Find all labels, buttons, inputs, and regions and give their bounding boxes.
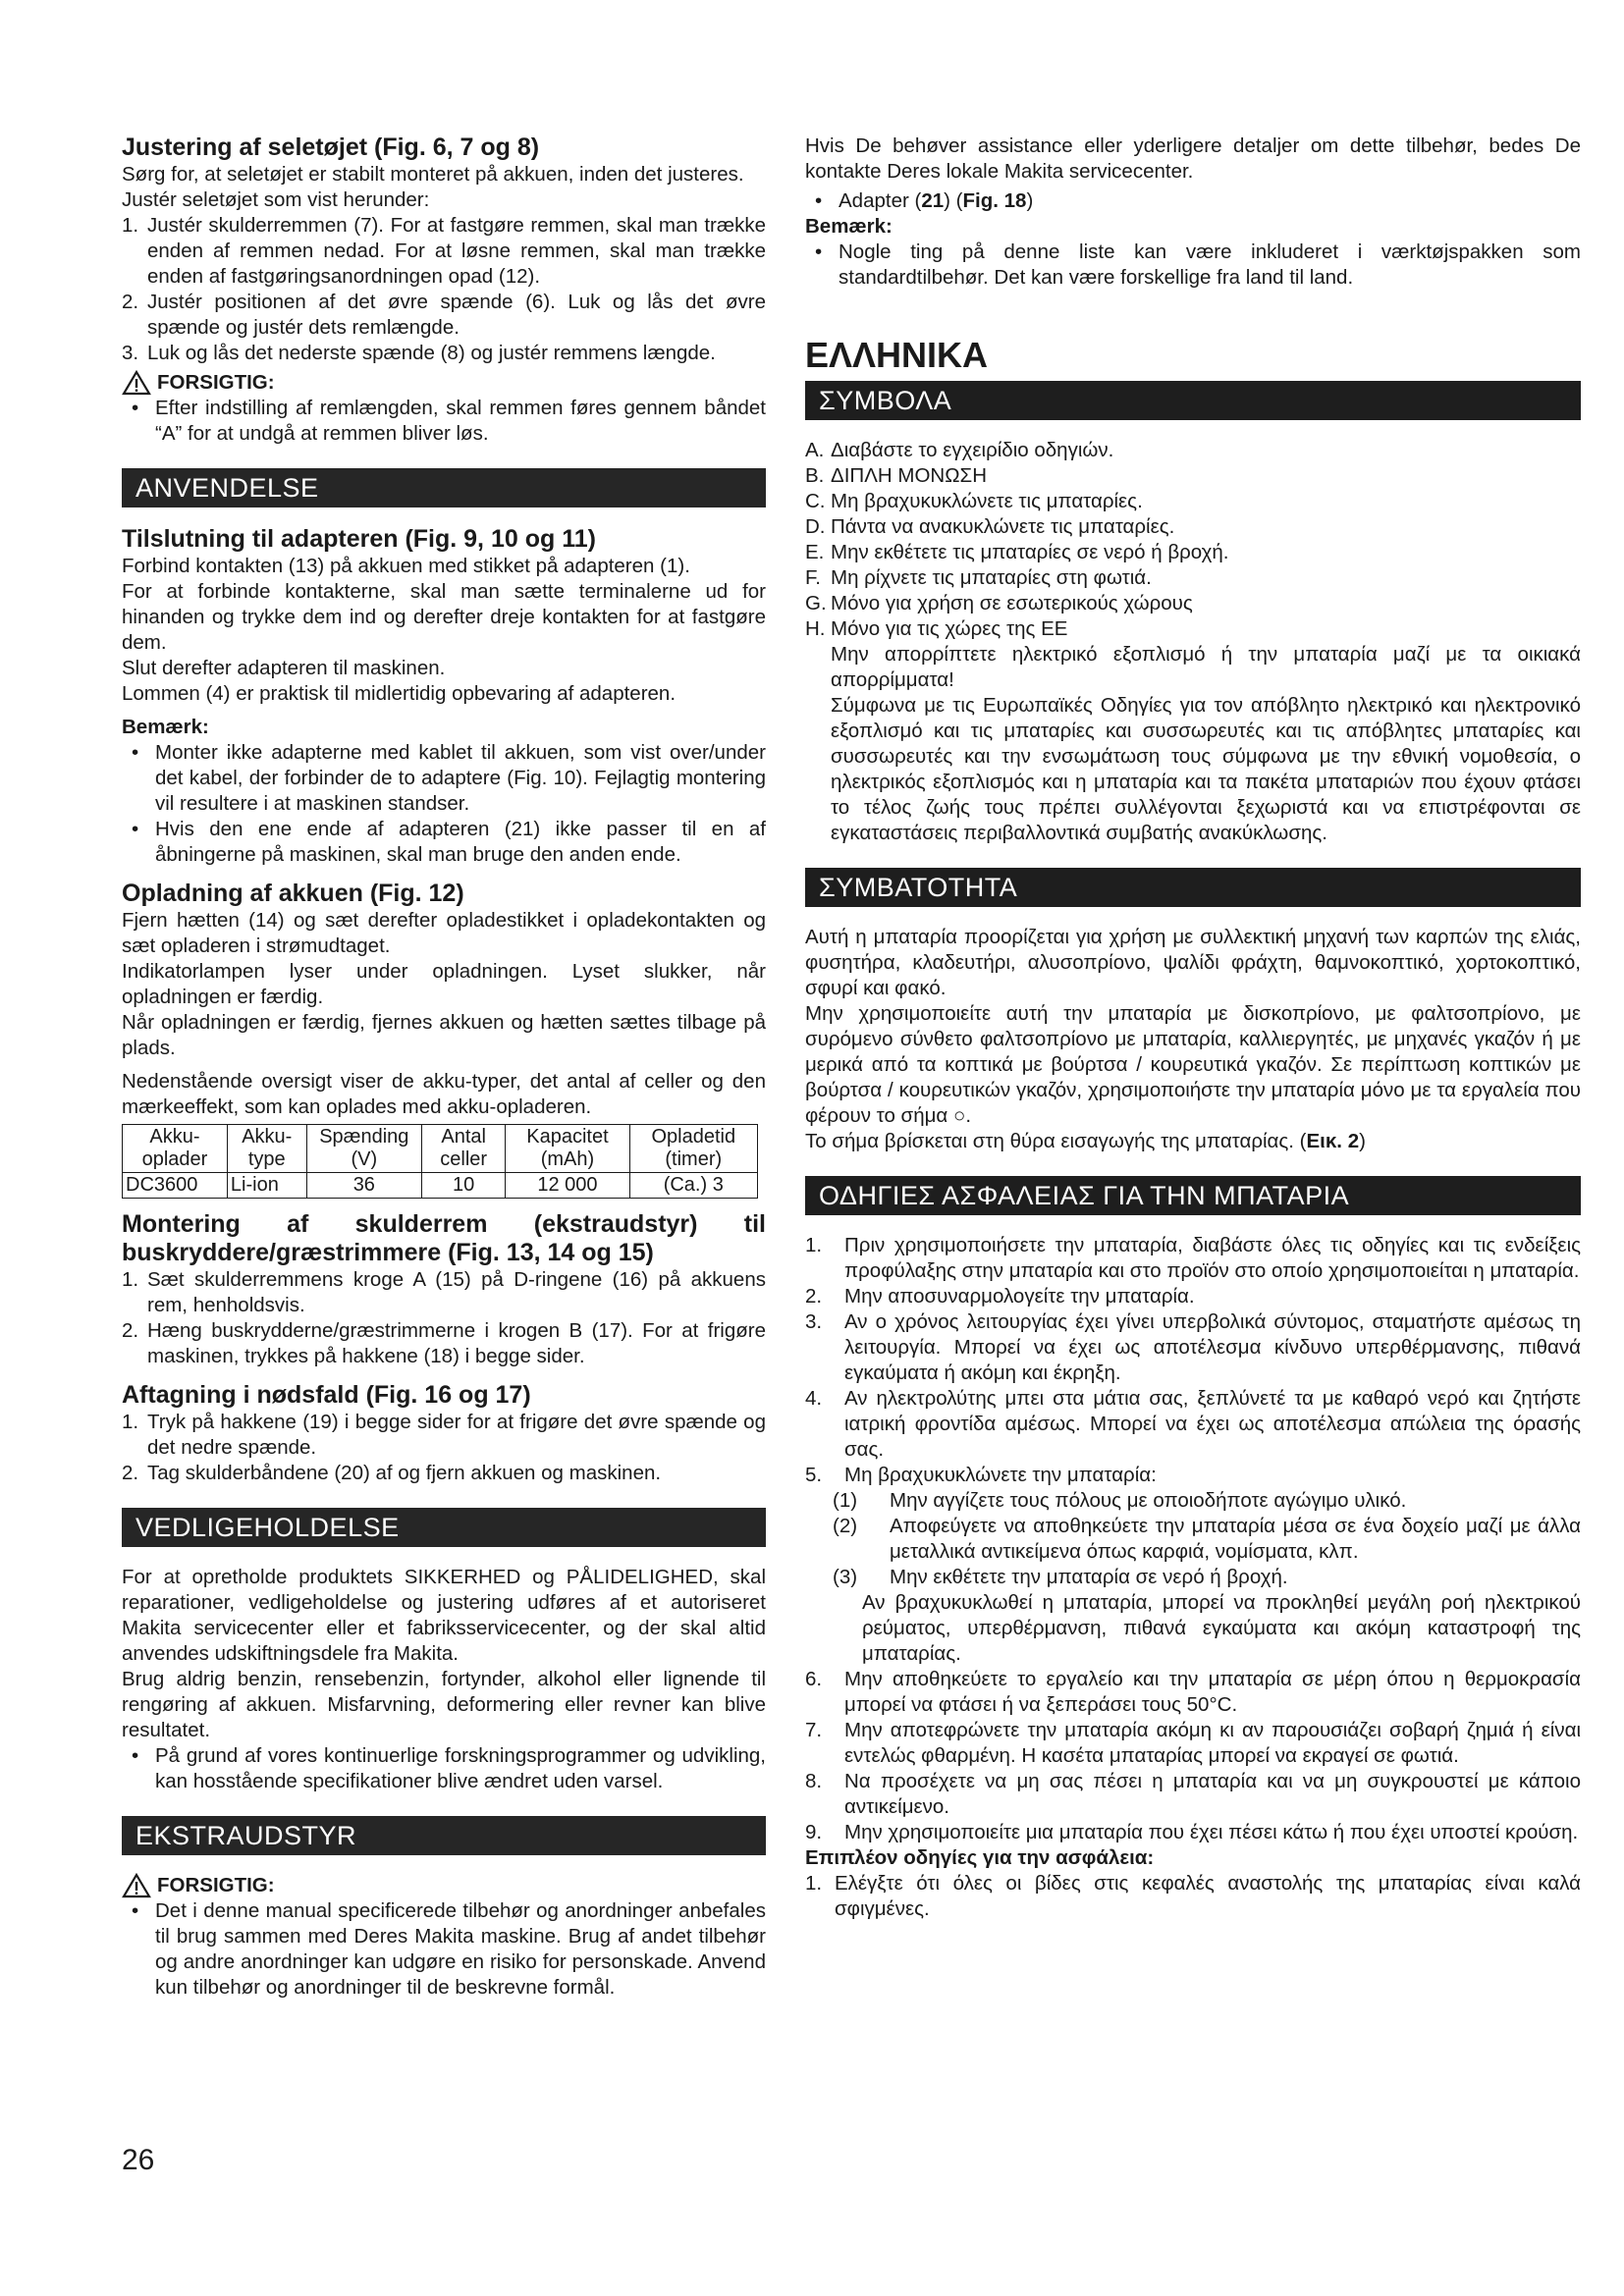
bullet-item: • Hvis den ene ende af adapteren (21) ikke passer til en af åbningerne på maskinen, skal man bruge den anden ende. <box>132 818 766 866</box>
list-item: Σύμφωνα με τις Ευρωπαϊκές Οδηγίες για τον απόβλητο ηλεκτρικό και ηλεκτρονικό εξοπλισμό και τις μπαταρίες και συσσωρευτές και τις απόβλητες μπαταρίες και συσσωρευτές και την ενσωμάτωση τους σύμφωνα με την εθνική νομοθεσία, ο ηλεκτρικός εξοπλισμός και η μπαταρία και τα πακέτα μπαταριών που έχουν φτάσει το τέλος ζωής τους πρέπει συλλέγονται ξεχωριστά και να επιστρέφονται σε εγκαταστάσεις περιβαλλοντικά συμβατής ανακύκλωσης. <box>831 694 1581 844</box>
list-item: D. Πάντα να ανακυκλώνετε τις μπαταρίες. <box>805 515 1175 538</box>
list-item: 9. Μην χρησιμοποιείτε μια μπαταρία που έχει πέσει κάτω ή που έχει υποστεί κρούση. <box>805 1821 1579 1843</box>
bullet-item: • Efter indstilling af remlængden, skal remmen føres gennem båndet “A” for at undgå at remmen bliver løs. <box>132 397 766 445</box>
table-header-row <box>123 1125 758 1173</box>
left-column <box>122 133 766 2001</box>
table-cell: DC3600 <box>123 1173 228 1199</box>
list-item: 6. Μην αποθηκεύετε το εργαλείο και την μπαταρία σε μέρη όπου η θερμοκρασία μπορεί να φτάσει ή να ξεπεράσει τους 50°C. <box>805 1668 1581 1716</box>
paragraph: Forbind kontakten (13) på akkuen med stikket på adapteren (1). <box>122 555 690 577</box>
paragraph: Indikatorlampen lyser under opladningen. Lyset slukker, når opladningen er færdig. <box>122 960 766 1008</box>
paragraph: Μην χρησιμοποιείτε αυτή την μπαταρία με δισκοπρίονο, με φαλτσοπρίονο, με συρόμενο σύνθετο φαλτσοπρίονο με μπαταρία, καλλιεργητές, με μηχανές γκαζόν ή με μερικά από τα κοπτικά με βούρτσα / κουρευτικά γκαζόν. Σε περίπτωση κοπτικών με βούρτσα / κουρευτικών γκαζόν, χρησιμοποιήστε την μπαταρία μόνο με τα εργαλεία που φέρουν το σήμα ○. <box>805 1002 1581 1127</box>
list-item: 3. Αν ο χρόνος λειτουργίας έχει γίνει υπερβολικά σύντομος, σταματήστε αμέσως τη λειτουργία. Μπορεί να έχει ως αποτέλεσμα κίνδυνο υπερθέρμανσης, πιθανά εγκαύματα ή ακόμη και έκρηξη. <box>805 1310 1581 1384</box>
bullet-item: • Adapter (21) (Fig. 18) <box>815 189 1034 212</box>
list-item: 7. Μην αποτεφρώνετε την μπαταρία ακόμη κι αν παρουσιάζει σοβαρή ζημιά ή είναι εντελώς φθαρμένη. Η κασέτα μπαταρίας μπορεί να εκραγεί σε φωτιά. <box>805 1719 1581 1767</box>
caution-label: FORSIGTIG: <box>157 1874 275 1896</box>
paragraph: Slut derefter adapteren til maskinen. <box>122 657 446 679</box>
list-item: 1. Justér skulderremmen (7). For at fastgøre remmen, skal man trække enden af remmen nedad. For at løsne remmen, skal man trække enden af fastgøringsanordningen opad (12). <box>122 214 766 288</box>
list-item: H. Μόνο για τις χώρες της ΕΕ <box>805 617 1068 640</box>
paragraph: Lommen (4) er praktisk til midlertidig opbevaring af adapteren. <box>122 682 677 705</box>
list-item: 4. Αν ηλεκτρολύτης μπει στα μάτια σας, ξεπλύνετέ τα με καθαρό νερό και ζητήστε ιατρική φροντίδα αμέσως. Μπορεί να έχει ως αποτέλεσμα απώλεια της όρασής σας. <box>805 1387 1581 1461</box>
list-item: 8. Να προσέχετε να μη σας πέσει η μπαταρία και να μη συγκρουστεί με κάποιο αντικείμενο. <box>805 1770 1581 1818</box>
battery-table <box>122 1124 758 1199</box>
paragraph: For at opretholde produktets SIKKERHED og PÅLIDELIGHED, skal reparationer, vedligeholdelse og justering udføres af et autoriseret Makita servicecenter eller et fabriksservicecenter, og der skal altid anvendes udskiftningsdele fra Makita. <box>122 1566 766 1665</box>
bullet-item: • Nogle ting på denne liste kan være inkluderet i værktøjspakken som standardtilbehør. Det kan være forskellige fra land til land. <box>815 240 1581 289</box>
list-item: 3. Luk og lås det nederste spænde (8) og justér remmens længde. <box>122 342 716 364</box>
list-item: 1. Πριν χρησιμοποιήσετε την μπαταρία, διαβάστε όλες τις οδηγίες και τις ενδείξεις προφύλαξης στην μπαταρία και στο προϊόν στο οποίο χρησιμοποιείται η μπαταρία. <box>805 1234 1581 1282</box>
list-item: C. Μη βραχυκυκλώνετε τις μπαταρίες. <box>805 490 1143 512</box>
section-bar-compatibility: ΣΥΜΒΑΤΟΤΗΤΑ <box>805 868 1581 907</box>
sub-list-item: (1) Μην αγγίζετε τους πόλους με οποιοδήποτε αγώγιμο υλικό. <box>833 1489 1407 1512</box>
list-item: 1. Sæt skulderremmens kroge A (15) på D-ringene (16) på akkuens rem, henholdsvis. <box>122 1268 766 1316</box>
list-item: E. Μην εκθέτετε τις μπαταρίες σε νερό ή βροχή. <box>805 541 1229 563</box>
paragraph: Αυτή η μπαταρία προορίζεται για χρήση με συλλεκτική μηχανή των καρπών της ελιάς, φυσητήρα, κλαδευτήρι, αλυσοπρίονο, ψαλίδι φράχτη, θαμνοκοπτικό, χορτοκοπτικό, σφυρί και φακό. <box>805 926 1581 999</box>
table-cell: 12 000 <box>506 1173 629 1199</box>
list-item: 1. Ελέγξτε ότι όλες οι βίδες στις κεφαλές αναστολής της μπαταρίας είναι καλά σφιγμένες. <box>805 1872 1581 1920</box>
table-cell: (Ca.) 3 <box>629 1173 757 1199</box>
list-item: 2. Μην αποσυναρμολογείτε την μπαταρία. <box>805 1285 1195 1308</box>
table-header: Opladetid (timer) <box>629 1125 757 1173</box>
table-header: Akku-type <box>227 1125 306 1173</box>
paragraph: Fjern hætten (14) og sæt derefter opladestikket i opladekontakten og sæt opladeren i strømudtaget. <box>122 909 766 957</box>
section-bar-anvendelse: ANVENDELSE <box>122 468 766 507</box>
paragraph: Hvis De behøver assistance eller yderligere detaljer om dette tilbehør, bedes De kontakte Deres lokale Makita servicecenter. <box>805 134 1581 183</box>
list-item: 1. Tryk på hakkene (19) i begge sider for at frigøre det øvre spænde og det nedre spænde. <box>122 1411 766 1459</box>
section-bar-vedligeholdelse: VEDLIGEHOLDELSE <box>122 1508 766 1547</box>
subheading-additional-safety: Επιπλέον οδηγίες για την ασφάλεια: <box>805 1846 1155 1869</box>
paragraph: Brug aldrig benzin, rensebenzin, fortynder, alkohol eller lignende til rengøring af akkuen. Misfarvning, deformering eller revner kan blive resultatet. <box>122 1668 766 1741</box>
table-header: Akku-oplader <box>123 1125 228 1173</box>
section-title-charging: Opladning af akkuen (Fig. 12) <box>122 880 464 907</box>
bullet-item: • Det i denne manual specificerede tilbehør og anordninger anbefales til brug sammen med Deres Makita maskine. Brug af andet tilbehør og andre anordninger kan udgøre en risiko for personskade. Anvend kun tilbehør og anordninger til de beskrevne formål. <box>132 1899 766 1999</box>
section-bar-battery-safety: ΟΔΗΓΙΕΣ ΑΣΦΑΛΕΙΑΣ ΓΙΑ ΤΗΝ ΜΠΑΤΑΡΙΑ <box>805 1176 1581 1215</box>
table-header: Spænding (V) <box>306 1125 421 1173</box>
section-title-harness: Justering af seletøjet (Fig. 6, 7 og 8) <box>122 133 540 161</box>
section-title-emergency: Aftagning i nødsfald (Fig. 16 og 17) <box>122 1381 531 1409</box>
table-header: Kapacitet (mAh) <box>506 1125 629 1173</box>
caution-heading <box>122 370 766 396</box>
list-item: 5. Μη βραχυκυκλώνετε την μπαταρία: <box>805 1464 1157 1486</box>
table-header: Antal celler <box>422 1125 506 1173</box>
list-item: 2. Tag skulderbåndene (20) af og fjern akkuen og maskinen. <box>122 1462 662 1484</box>
caution-heading <box>122 1873 766 1898</box>
list-item: F. Μη ρίχνετε τις μπαταρίες στη φωτιά. <box>805 566 1152 589</box>
table-cell: 10 <box>422 1173 506 1199</box>
list-item: 2. Justér positionen af det øvre spænde (6). Luk og lås det øvre spænde og justér dets remlængde. <box>122 291 766 339</box>
paragraph: Το σήμα βρίσκεται στη θύρα εισαγωγής της μπαταρίας. (Εικ. 2) <box>805 1130 1366 1152</box>
note-label: Bemærk: <box>805 215 893 238</box>
list-item: Αν βραχυκυκλωθεί η μπαταρία, μπορεί να προκληθεί μεγάλη ροή ηλεκτρικού ρεύματος, υπερθέρμανση, πιθανά εγκαύματα και ακόμη καταστροφή της μπαταρίας. <box>862 1591 1581 1665</box>
paragraph: Nedenstående oversigt viser de akku-typer, det antal af celler og den mærkeeffekt, som kan oplades med akku-opladeren. <box>122 1070 766 1118</box>
section-bar-ekstraudstyr: EKSTRAUDSTYR <box>122 1816 766 1855</box>
table-cell: Li-ion <box>227 1173 306 1199</box>
bullet-item: • Monter ikke adapterne med kablet til akkuen, som vist over/under det kabel, der forbinder de to adaptere (Fig. 10). Fejlagtig montering vil resultere i at maskinen standser. <box>132 741 766 815</box>
section-bar-symbols: ΣΥΜΒΟΛΑ <box>805 381 1581 420</box>
paragraph: Når opladningen er færdig, fjernes akkuen og hætten sættes tilbage på plads. <box>122 1011 766 1059</box>
right-column <box>805 133 1581 1922</box>
bullet-item: • På grund af vores kontinuerlige forskningsprogrammer og udvikling, kan hosstående specifikationer blive ændret uden varsel. <box>132 1744 766 1792</box>
sub-list-item: (2) Αποφεύγετε να αποθηκεύετε την μπαταρία μέσα σε ένα δοχείο μαζί με άλλα μεταλλικά αντικείμενα όπως καρφιά, νομίσματα, κλπ. <box>833 1515 1581 1563</box>
section-title-shoulder-strap: Montering af skulderrem (ekstraudstyr) til buskryddere/græstrimmere (Fig. 13, 14 og 15) <box>122 1210 766 1266</box>
note-label: Bemærk: <box>122 716 209 738</box>
sub-list-item: (3) Μην εκθέτετε την μπαταρία σε νερό ή βροχή. <box>833 1566 1288 1588</box>
paragraph: For at forbinde kontakterne, skal man sætte terminalerne ud for hinanden og trykke dem ind og derefter dreje kontakten for at fastgøre dem. <box>122 580 766 654</box>
section-title-adapter: Tilslutning til adapteren (Fig. 9, 10 og 11) <box>122 525 596 553</box>
paragraph: Justér seletøjet som vist herunder: <box>122 188 430 211</box>
caution-label: FORSIGTIG: <box>157 371 275 394</box>
list-item: A. Διαβάστε το εγχειρίδιο οδηγιών. <box>805 439 1114 461</box>
table-row <box>123 1173 758 1199</box>
list-item: Μην απορρίπτετε ηλεκτρικό εξοπλισμό ή την μπαταρία μαζί με τα οικιακά απορρίμματα! <box>831 643 1581 691</box>
list-item: 2. Hæng buskrydderne/græstrimmerne i krogen B (17). For at frigøre maskinen, trykkes på hakkene (18) i begge sider. <box>122 1319 766 1367</box>
list-item: G. Μόνο για χρήση σε εσωτερικούς χώρους <box>805 592 1193 614</box>
warning-triangle-icon <box>122 370 151 396</box>
language-title: ΕΛΛΗΝΙΚΑ <box>805 335 989 375</box>
paragraph: Sørg for, at seletøjet er stabilt monteret på akkuen, inden det justeres. <box>122 163 744 186</box>
list-item: B. ΔΙΠΛΗ ΜΟΝΩΣΗ <box>805 464 988 487</box>
table-cell: 36 <box>306 1173 421 1199</box>
page-number: 26 <box>122 2144 155 2176</box>
warning-triangle-icon <box>122 1873 151 1898</box>
